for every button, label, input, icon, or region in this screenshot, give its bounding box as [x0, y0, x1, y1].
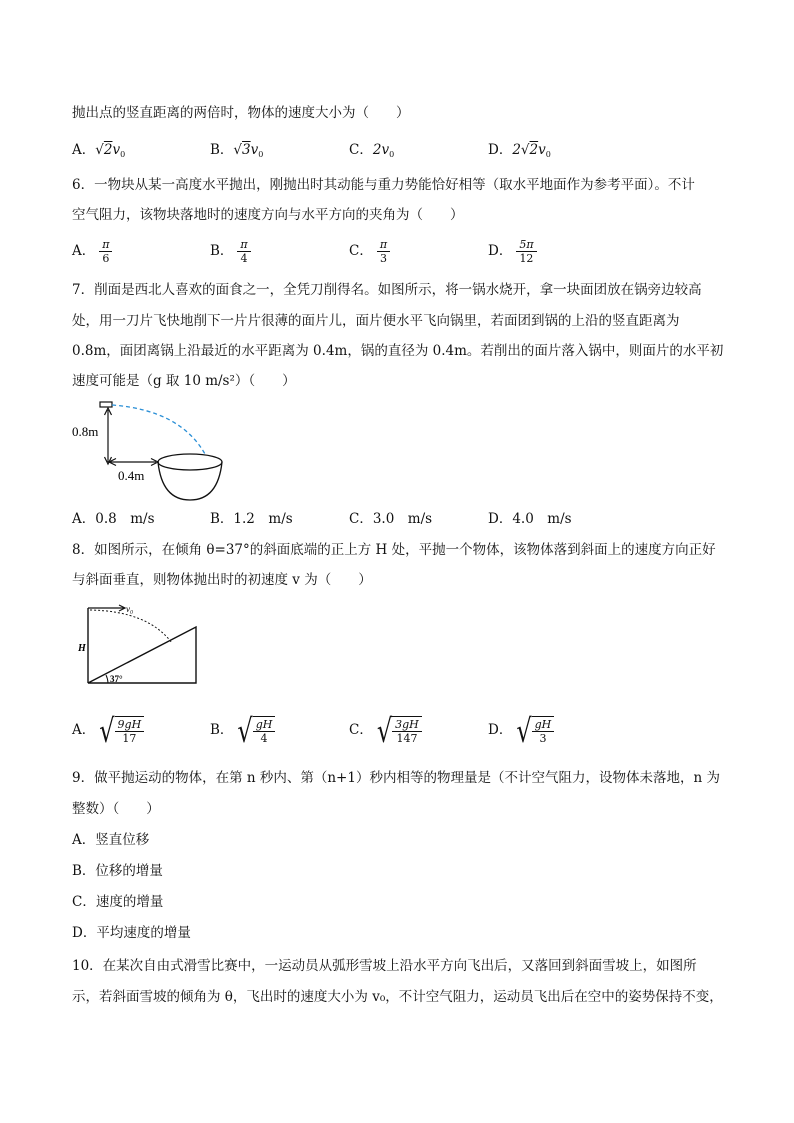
q8-option-a[interactable]: A． √ 9gH 17 [72, 716, 144, 745]
q6-option-b[interactable]: B． $\frac{\pi}{4}$ [210, 238, 251, 265]
q9-stem-line1: 9．做平抛运动的物体，在第 n 秒内、第（n+1）秒内相等的物理量是（不计空气阻力，设物体未落地，n 为 [72, 770, 720, 786]
label-angle: 37° [110, 674, 123, 684]
q8-stem-line2: 与斜面垂直，则物体抛出时的初速度 v 为（ ） [72, 572, 372, 588]
q7-option-a[interactable]: A．0.8 m/s [72, 511, 155, 527]
q9-option-b[interactable]: B．位移的增量 [72, 863, 163, 879]
q8-option-b[interactable]: B． √ gH 4 [210, 716, 275, 745]
q8-option-d[interactable]: D． √ gH 3 [488, 716, 554, 745]
trajectory-curve [112, 405, 205, 454]
q7-stem-line4: 速度可能是（g 取 10 m/s²）（ ） [72, 373, 296, 389]
q5-option-b[interactable]: B．$√3v_0$ [210, 142, 264, 159]
q6-stem-line1: 6．一物块从某一高度水平抛出，刚抛出时其动能与重力势能恰好相等（取水平地面作为参考平面）。不计 [72, 177, 695, 193]
q10-stem-line2: 示，若斜面雪坡的倾角为 θ，飞出时的速度大小为 v₀，不计空气阻力，运动员飞出后在空中的姿势保持不变， [72, 989, 723, 1005]
q7-option-d[interactable]: D．4.0 m/s [488, 511, 572, 527]
angle-arc [106, 675, 108, 683]
q7-stem-line1: 7．削面是西北人喜欢的面食之一，全凭刀削得名。如图所示，将一锅水烧开，拿一块面团放在锅旁边较高 [72, 282, 702, 298]
q6-option-a[interactable]: A． $\frac{\pi}{6}$ [72, 238, 112, 265]
q8-stem-line1: 8．如图所示，在倾角 θ=37°的斜面底端的正上方 H 处，平抛一个物体，该物体落到斜面上的速度方向正好 [72, 542, 716, 558]
q7-option-b[interactable]: B．1.2 m/s [210, 511, 293, 527]
q6-stem-line2: 空气阻力，该物块落地时的速度方向与水平方向的夹角为（ ） [72, 207, 464, 223]
q6-option-c[interactable]: C． $\frac{\pi}{3}$ [349, 238, 390, 265]
q6-option-d[interactable]: D． $\frac{5\pi}{12}$ [488, 238, 537, 265]
q7-option-c[interactable]: C．3.0 m/s [349, 511, 433, 527]
pot-rim [158, 454, 222, 470]
q9-stem-line2: 整数）（ ） [72, 801, 160, 817]
q5-option-d[interactable]: D．$2√2v_0$ [488, 142, 551, 159]
q7-stem-line3: 0.8m，面团离锅上沿最近的水平距离为 0.4m，锅的直径为 0.4m。若削出的面片落入锅中，则面片的水平初 [72, 343, 724, 359]
dough-block [100, 402, 112, 407]
q5-option-c[interactable]: C．$2v_0$ [349, 142, 395, 159]
q7-figure-pot-diagram [70, 398, 240, 508]
q8-option-c[interactable]: C． √ 3gH 147 [349, 716, 422, 745]
q10-stem-line1: 10．在某次自由式滑雪比赛中，一运动员从弧形雪坡上沿水平方向飞出后，又落回到斜面雪坡上，如图所 [72, 958, 697, 974]
q9-option-a[interactable]: A．竖直位移 [72, 832, 150, 848]
q5-stem: 抛出点的竖直距离的两倍时，物体的速度大小为（ ） [72, 105, 410, 121]
q7-stem-line2: 处，用一刀片飞快地削下一片片很薄的面片儿，面片便水平飞向锅里，若面团到锅的上沿的竖直距离为 [72, 313, 680, 329]
q9-option-d[interactable]: D．平均速度的增量 [72, 925, 191, 941]
q8-figure-incline-diagram [78, 603, 203, 689]
q9-option-c[interactable]: C．速度的增量 [72, 894, 164, 910]
label-h: H [78, 643, 86, 654]
incline-triangle [88, 627, 196, 683]
label-v0: v₀ [126, 604, 134, 614]
q5-option-a[interactable]: A．$√2v_0$ [72, 142, 126, 159]
label-horizontal-distance: 0.4m [118, 468, 145, 483]
trajectory-curve [90, 610, 172, 643]
label-vertical-distance: 0.8m [72, 424, 99, 439]
